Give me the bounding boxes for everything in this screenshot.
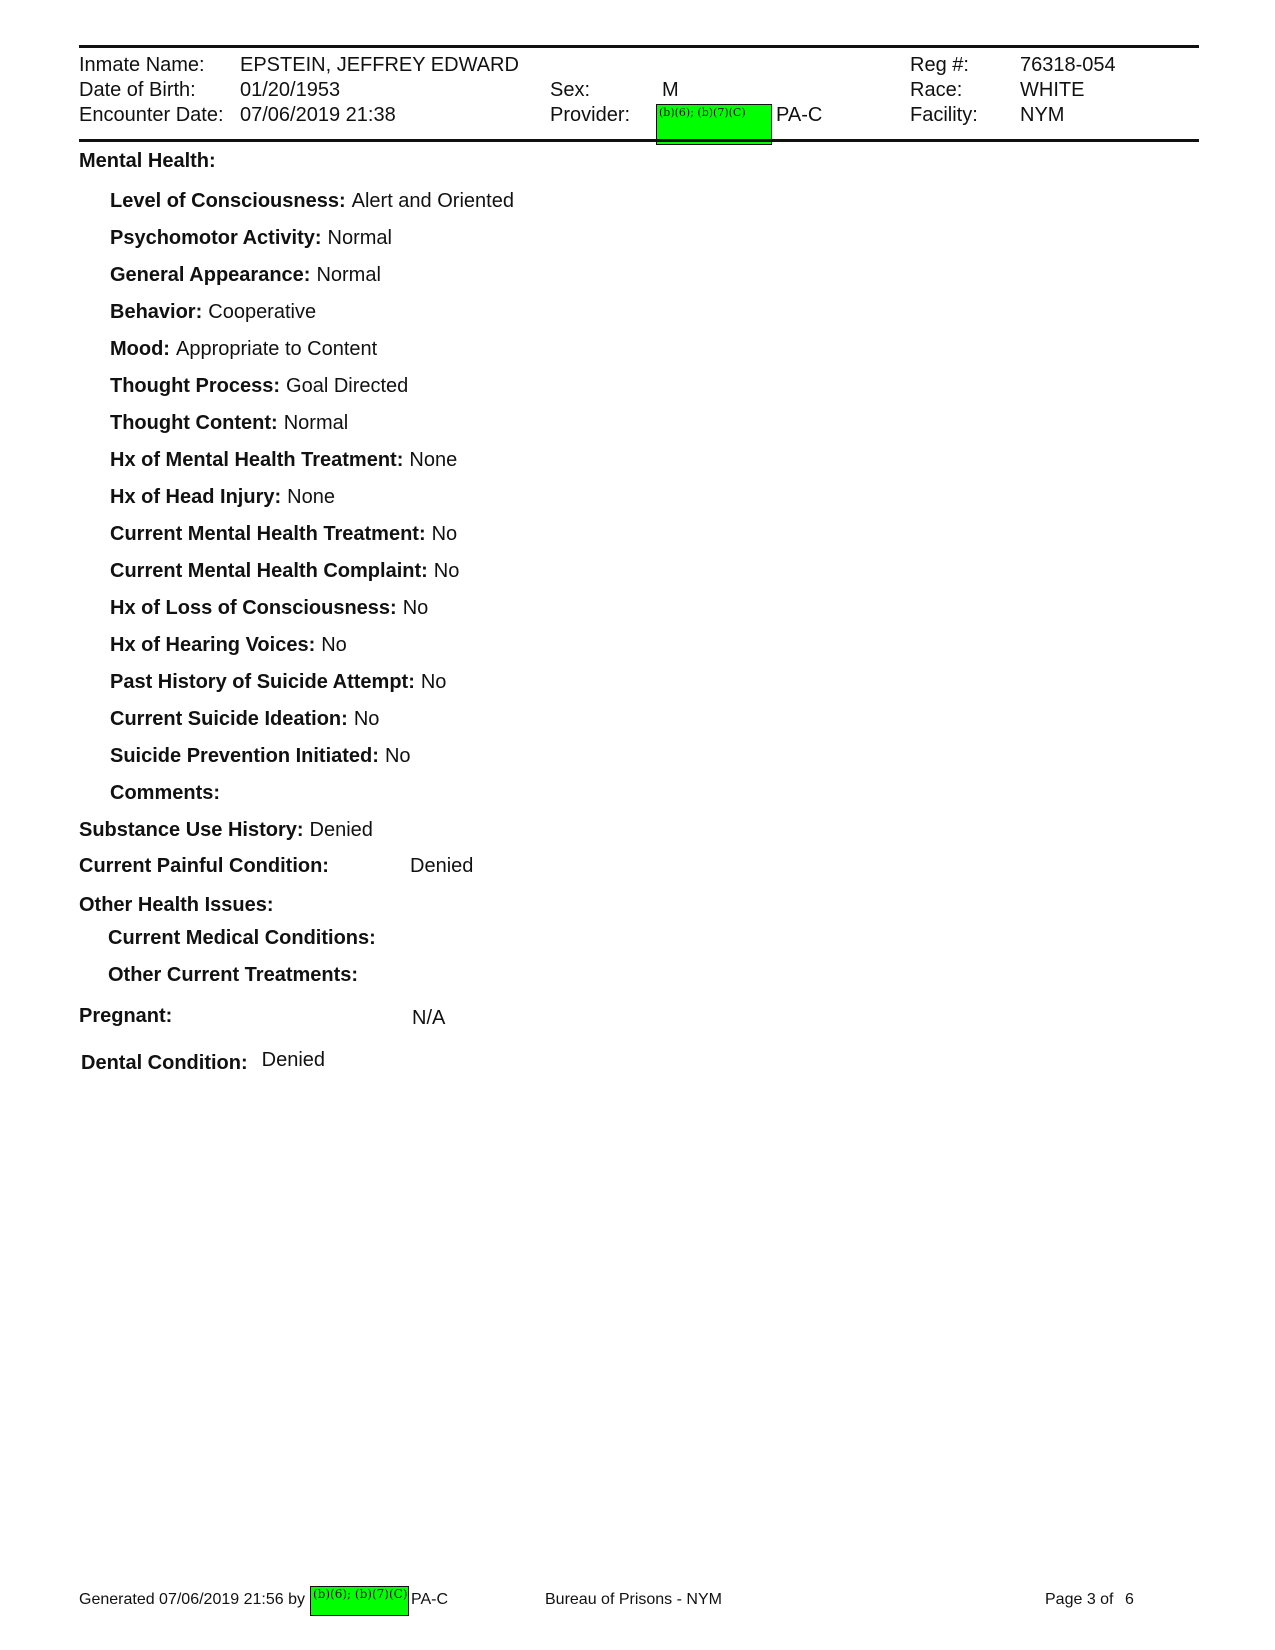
mh-value: No (321, 634, 347, 656)
mh-label: Past History of Suicide Attempt: (110, 671, 415, 693)
provider-title: PA-C (776, 104, 823, 126)
dob-value: 01/20/1953 (240, 79, 341, 101)
mh-row-current-mh-complaint (110, 559, 459, 583)
dental-value: Denied (261, 1049, 326, 1071)
pregnant-label: Pregnant: (79, 1005, 173, 1027)
footer-agency: Bureau of Prisons - NYM (545, 1591, 722, 1608)
inmate-name-value: EPSTEIN, JEFFREY EDWARD (240, 54, 519, 76)
mh-value: Normal (327, 227, 392, 249)
mh-label: Hx of Loss of Consciousness: (110, 597, 397, 619)
mh-row-suicide-prevention-initiated (110, 744, 411, 768)
mh-row-hx-hearing-voices (110, 633, 347, 657)
provider-label: Provider: (550, 104, 631, 126)
mh-value: No (384, 745, 411, 767)
mh-label: Current Mental Health Treatment: (110, 523, 426, 545)
mh-value: Goal Directed (286, 375, 409, 397)
sex-value: M (662, 79, 679, 101)
mh-row-current-suicide-ideation (110, 707, 379, 731)
dental-label: Dental Condition: (81, 1052, 248, 1074)
header-bottom-rule (79, 139, 1199, 142)
mh-label: Thought Process: (110, 375, 281, 397)
mh-row-hx-loss-of-consciousness (110, 596, 428, 620)
pregnant-value: N/A (412, 1007, 446, 1029)
mh-row-hx-head-injury (110, 485, 335, 509)
other-current-treatments-label: Other Current Treatments: (108, 964, 359, 986)
footer-page-total: 6 (1125, 1591, 1134, 1608)
mh-label: Behavior: (110, 301, 203, 323)
mh-value: Alert and Oriented (351, 190, 514, 212)
mh-value: Cooperative (208, 301, 317, 323)
dental-row (81, 1051, 325, 1075)
mh-row-current-mh-treatment (110, 522, 457, 546)
painful-condition-label: Current Painful Condition: (79, 855, 329, 877)
mh-row-thought-process (110, 374, 408, 398)
painful-condition-value: Denied (410, 855, 474, 877)
mh-label: Hx of Mental Health Treatment: (110, 449, 404, 471)
encounter-date-value: 07/06/2019 21:38 (240, 104, 396, 126)
mh-value: None (287, 486, 335, 508)
encounter-date-label: Encounter Date: (79, 104, 224, 126)
reg-value: 76318-054 (1020, 54, 1116, 76)
race-label: Race: (910, 79, 963, 101)
mh-value: Appropriate to Content (175, 338, 378, 360)
mh-row-psychomotor-activity (110, 226, 392, 250)
mh-label: Current Mental Health Complaint: (110, 560, 428, 582)
mh-value: Normal (316, 264, 381, 286)
mh-row-mood (110, 337, 377, 361)
provider-redaction-box: (b)(6); (b)(7)(C) (656, 104, 772, 145)
mh-value: No (353, 708, 380, 730)
mh-label: Thought Content: (110, 412, 278, 434)
mh-value: No (420, 671, 447, 693)
mh-label: Hx of Head Injury: (110, 486, 282, 508)
mh-row-level-of-consciousness (110, 189, 514, 213)
reg-label: Reg #: (910, 54, 969, 76)
dob-label: Date of Birth: (79, 79, 196, 101)
mh-label: Level of Consciousness: (110, 190, 346, 212)
mh-value: No (431, 523, 458, 545)
mh-label: General Appearance: (110, 264, 311, 286)
mh-label: Hx of Hearing Voices: (110, 634, 316, 656)
mh-value: Normal (283, 412, 349, 434)
mh-label: Mood: (110, 338, 170, 360)
mh-value: No (402, 597, 429, 619)
facility-label: Facility: (910, 104, 978, 126)
mh-row-hx-mental-health-treatment (110, 448, 457, 472)
sex-label: Sex: (550, 79, 591, 101)
substance-use-value: Denied (309, 819, 373, 841)
mh-row-comments (110, 781, 226, 805)
footer-generated: Generated 07/06/2019 21:56 by (79, 1591, 305, 1608)
mh-label: Psychomotor Activity: (110, 227, 322, 249)
mh-label: Current Suicide Ideation: (110, 708, 348, 730)
current-medical-conditions-label: Current Medical Conditions: (108, 927, 376, 949)
other-health-title: Other Health Issues: (79, 894, 274, 916)
mh-row-past-suicide-attempt (110, 670, 446, 694)
footer-page-label: Page 3 of (1045, 1591, 1114, 1608)
race-value: WHITE (1020, 79, 1085, 101)
header-top-rule (79, 45, 1199, 48)
facility-value: NYM (1020, 104, 1065, 126)
footer-redaction-box: (b)(6); (b)(7)(C) (310, 1586, 409, 1616)
mh-label: Comments: (110, 782, 221, 804)
footer-generated-title: PA-C (411, 1591, 449, 1608)
mh-row-behavior (110, 300, 316, 324)
mh-label: Suicide Prevention Initiated: (110, 745, 379, 767)
mh-value: No (433, 560, 460, 582)
mh-value: None (409, 449, 458, 471)
mh-row-general-appearance (110, 263, 381, 287)
substance-use-label: Substance Use History: (79, 819, 304, 841)
mental-health-title: Mental Health: (79, 150, 216, 172)
inmate-name-label: Inmate Name: (79, 54, 205, 76)
substance-use-row (79, 818, 373, 842)
mh-row-thought-content (110, 411, 348, 435)
